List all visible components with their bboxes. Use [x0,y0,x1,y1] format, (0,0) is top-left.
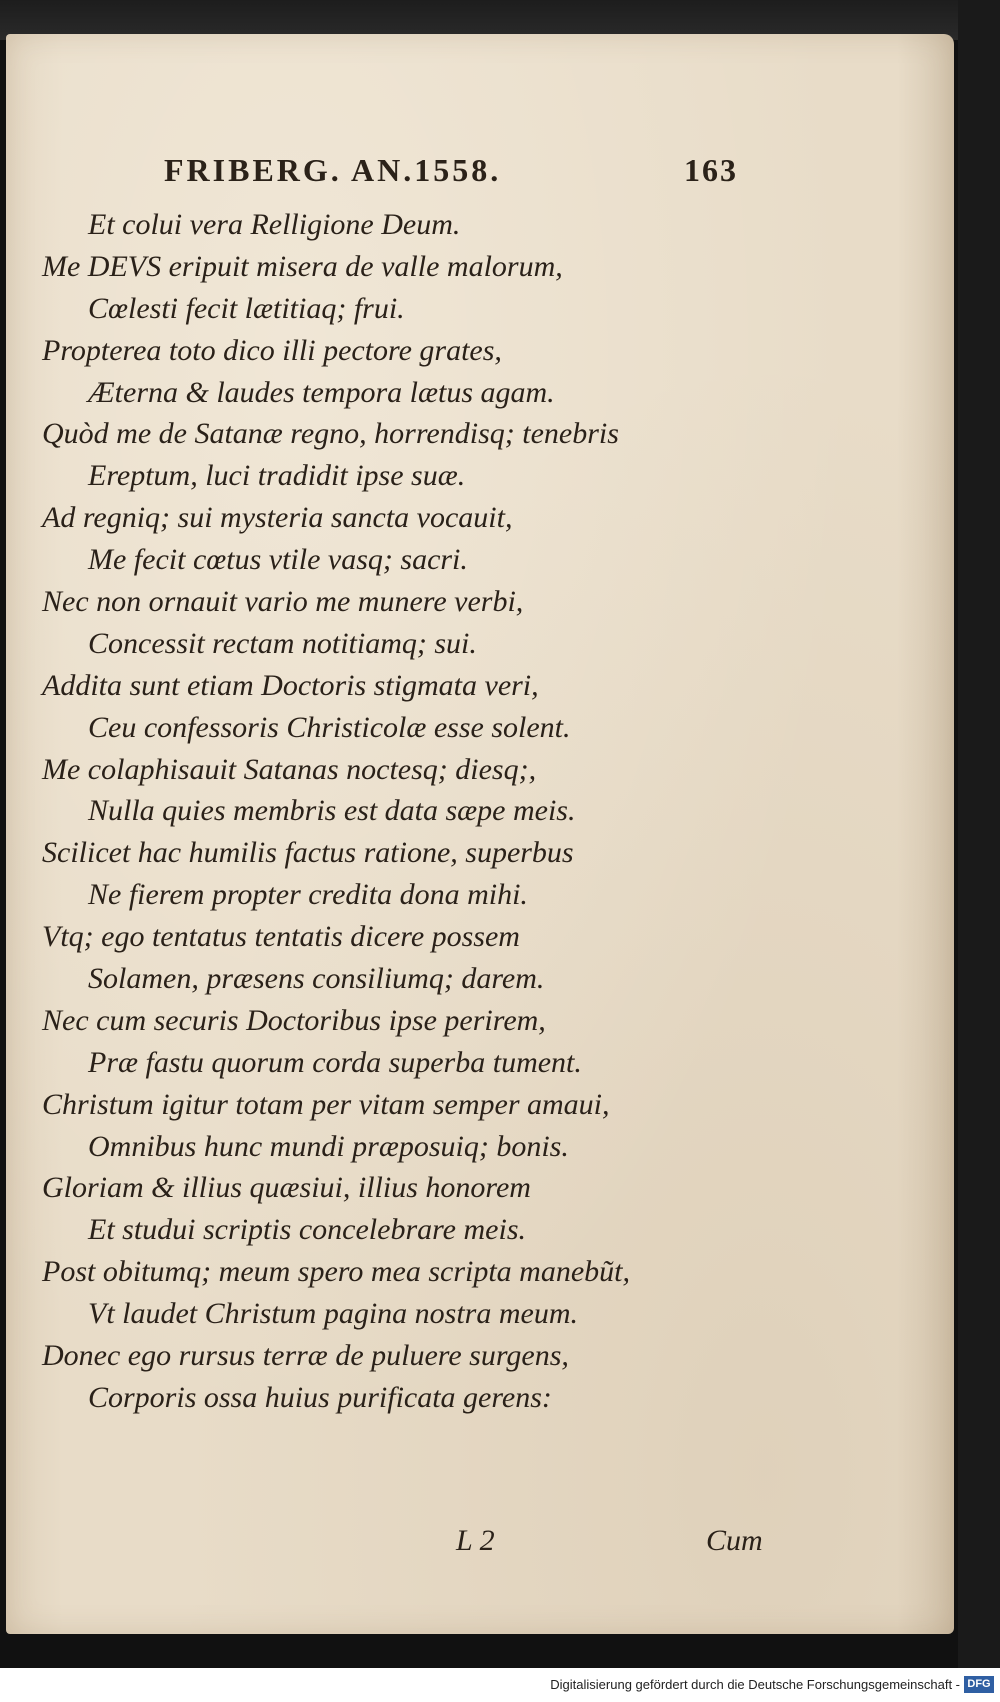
verse-line: Ceu confessoris Christicolæ esse solent. [88,710,571,744]
verse-line: Corporis ossa huius purificata gerens: [88,1380,552,1414]
page-number: 163 [684,152,738,188]
verse-line: Quòd me de Satanæ regno, horrendisq; tenebris [42,417,619,451]
scan-right-border [958,0,1000,1702]
verse-line: Me fecit cœtus vtile vasq; sacri. [88,543,468,577]
verse-line: Addita sunt etiam Doctoris stigmata veri, [42,668,539,702]
verse-line: Donec ego rursus terræ de puluere surgens, [42,1339,569,1373]
verse-line: Solamen, præsens consiliumq; darem. [88,962,545,996]
verse-line: Nec cum securis Doctoribus ipse perirem, [42,1003,546,1037]
verse-line: Post obitumq; meum spero mea scripta manebũt, [42,1255,630,1289]
verse-line: Christum igitur totam per vitam semper amaui, [42,1087,610,1121]
verse-line: Gloriam & illius quæsiui, illius honorem [42,1171,531,1205]
verse-line: Nec non ornauit vario me munere verbi, [42,585,524,619]
page-foot [6,1524,954,1568]
verse-line: Præ fastu quorum corda superba tument. [88,1045,582,1079]
verse-line: Ad regniq; sui mysteria sancta vocauit, [42,501,513,535]
dfg-logo-icon: DFG [964,1676,994,1693]
dfg-credit-text: Digitalisierung gefördert durch die Deutsche Forschungsgemeinschaft - [550,1677,960,1692]
verse-line: Propterea toto dico illi pectore grates, [42,333,502,367]
verse-line: Me colaphisauit Satanas noctesq; diesq;, [42,752,537,786]
signature-mark: L 2 [456,1524,495,1557]
verse-line: Æterna & laudes tempora lætus agam. [88,375,555,409]
book-page [6,34,954,1634]
running-head-title: FRIBERG. AN.1558. [164,152,502,188]
verse-line: Vt laudet Christum pagina nostra meum. [88,1297,579,1331]
verse-line: Concessit rectam notitiamq; sui. [88,626,477,660]
verse-line: Et studui scriptis concelebrare meis. [88,1213,526,1247]
verse-line: Ereptum, luci tradidit ipse suæ. [88,459,466,493]
verse-line: Me DEVS eripuit misera de valle malorum, [42,249,563,283]
verse-line: Nulla quies membris est data sæpe meis. [88,794,576,828]
verse-line: Scilicet hac humilis factus ratione, superbus [42,836,574,870]
catchword: Cum [706,1524,763,1557]
verse-line: Ne fierem propter credita dona mihi. [88,878,528,912]
verse-line: Omnibus hunc mundi præposuiq; bonis. [88,1129,569,1163]
verse-line: Et colui vera Relligione Deum. [88,208,461,241]
verse-line: Vtq; ego tentatus tentatis dicere possem [42,920,520,954]
running-head [164,152,764,192]
verse-block [6,204,954,1419]
verse-line: Cœlesti fecit lætitiaq; frui. [88,291,405,325]
digitization-footer [0,1668,1000,1702]
